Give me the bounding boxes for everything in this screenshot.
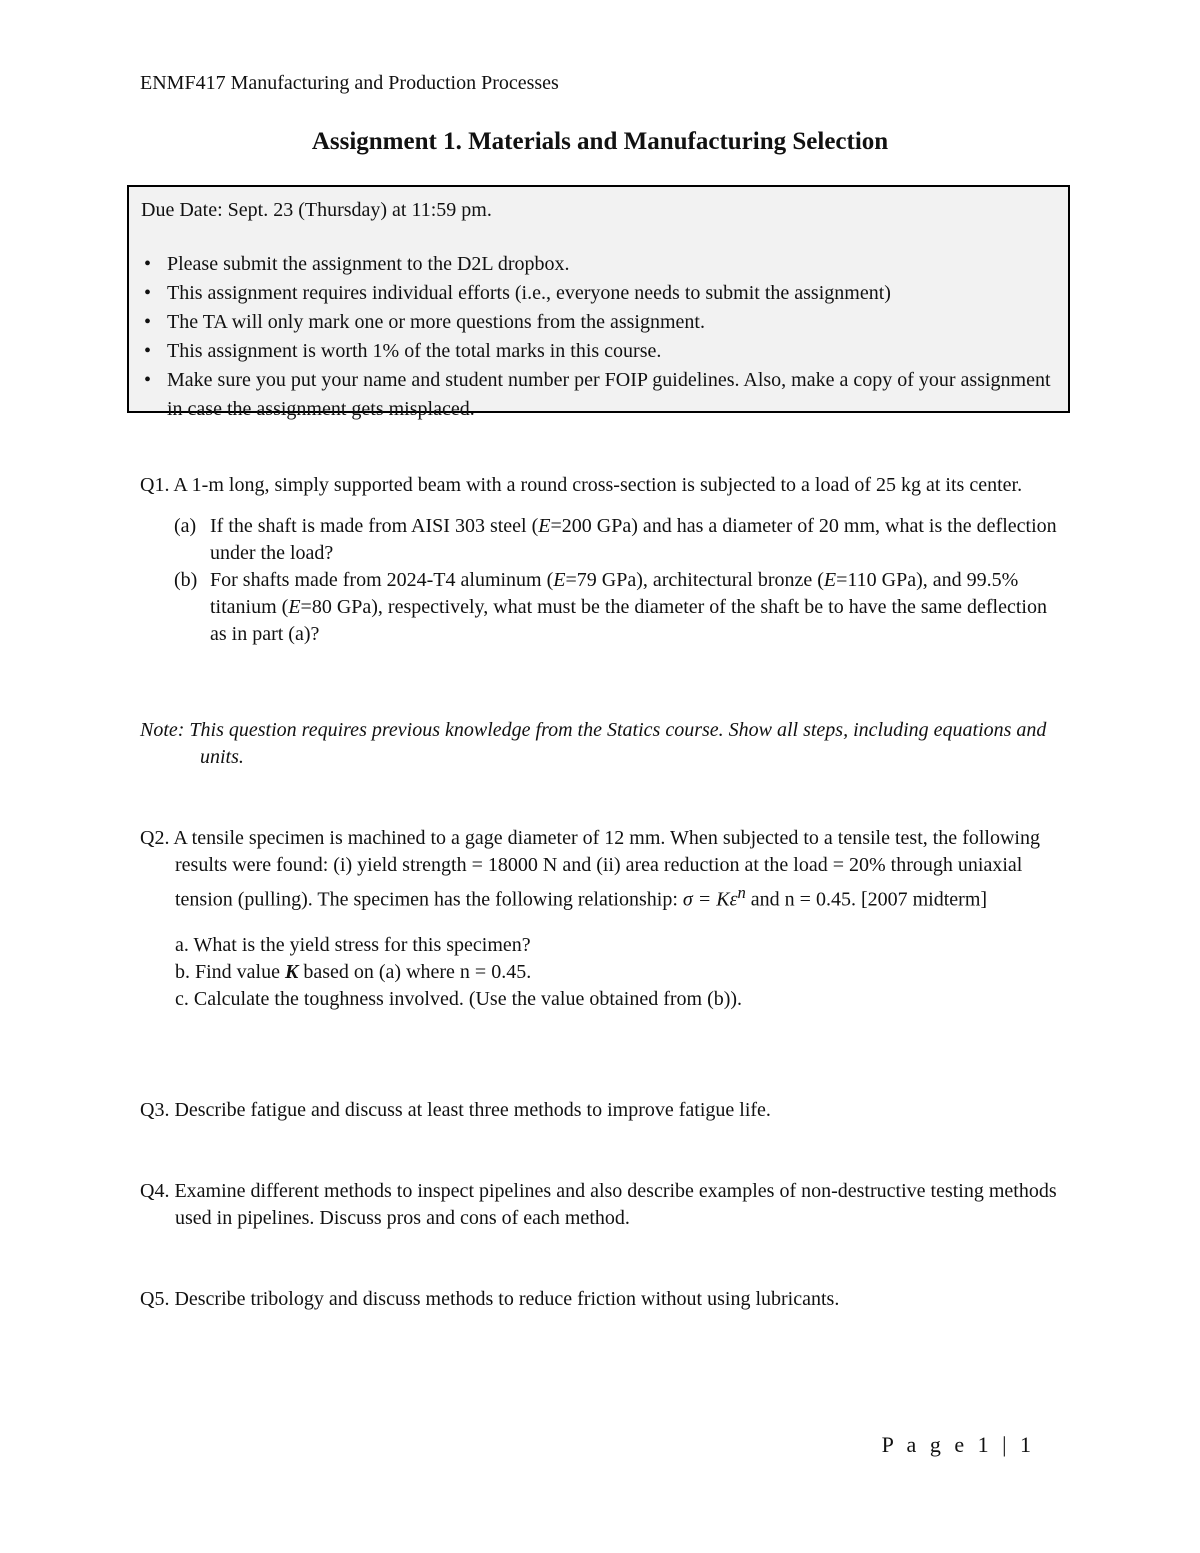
question-1 xyxy=(140,472,1065,648)
page-number: P a g e 1 | 1 xyxy=(881,1432,1035,1457)
question-1-part-a: (a) If the shaft is made from AISI 303 steel (E=200 GPa) and has a diameter of 20 mm, what is the deflection under the load? xyxy=(174,515,1057,564)
question-4: Q4. Examine different methods to inspect pipelines and also describe examples of non-destructive testing methods used in pipelines. Discuss pros and cons of each method. xyxy=(140,1180,1057,1229)
part-label: (a) xyxy=(174,515,197,537)
bullet-icon: • xyxy=(144,253,152,275)
question-2-stem: Q2. A tensile specimen is machined to a gage diameter of 12 mm. When subjected to a tensile test, the following results were found: (i) yield strength = 18000 N and (ii) area reduction at the load = 20% through uniaxial tension (pulling). The specimen has the following relationship: $\sigma = K\varepsilon^n$ and n = 0.45. [2007 midterm] xyxy=(140,827,1040,911)
formula-exponent: n xyxy=(737,883,746,902)
course-header: ENMF417 Manufacturing and Production Processes xyxy=(140,72,559,94)
instruction-item: • Make sure you put your name and student number per FOIP guidelines. Also, make a copy of your assignment in case the assignment gets misplaced. xyxy=(141,366,1056,424)
bullet-icon: • xyxy=(144,311,152,333)
question-1-stem: Q1. A 1-m long, simply supported beam with a round cross-section is subjected to a load of 25 kg at its center. xyxy=(140,474,1023,496)
formula: σ = Kε xyxy=(682,888,738,911)
question-1-parts xyxy=(140,513,1065,648)
instruction-item: • This assignment is worth 1% of the total marks in this course. xyxy=(141,337,1056,366)
due-date: Due Date: Sept. 23 (Thursday) at 11:59 pm. xyxy=(141,199,492,221)
bullet-icon: • xyxy=(144,282,152,304)
question-2-part-c: c. Calculate the toughness involved. (Use the value obtained from (b)). xyxy=(175,987,743,1010)
question-1-note: Note: This question requires previous knowledge from the Statics course. Show all steps, including equations and units. xyxy=(140,719,1047,768)
instruction-item: • This assignment requires individual efforts (i.e., everyone needs to submit the assignment) xyxy=(141,279,1056,308)
question-1-part-b: (b) For shafts made from 2024-T4 aluminum (E=79 GPa), architectural bronze (E=110 GPa), and 99.5% titanium (E=80 GPa), respectively, what must be the diameter of the shaft be to have the same deflection as in part (a)? xyxy=(174,569,1047,645)
question-3: Q3. Describe fatigue and discuss at least three methods to improve fatigue life. xyxy=(140,1099,771,1121)
instruction-list xyxy=(141,250,1056,424)
instructions-box xyxy=(127,185,1070,420)
bullet-icon: • xyxy=(144,340,152,362)
bullet-icon: • xyxy=(144,369,152,391)
question-2-part-a: a. What is the yield stress for this specimen? xyxy=(175,933,531,956)
assignment-title: Assignment 1. Materials and Manufacturing Selection xyxy=(311,128,889,155)
instruction-item: • Please submit the assignment to the D2L dropbox. xyxy=(141,250,1056,279)
part-label: (b) xyxy=(174,569,198,591)
instruction-item: • The TA will only mark one or more questions from the assignment. xyxy=(141,308,1056,337)
question-5: Q5. Describe tribology and discuss methods to reduce friction without using lubricants. xyxy=(140,1288,840,1310)
question-2 xyxy=(140,825,1065,1013)
question-2-parts xyxy=(175,932,1065,1013)
question-2-part-b: b. Find value K based on (a) where n = 0.45. xyxy=(175,960,532,983)
